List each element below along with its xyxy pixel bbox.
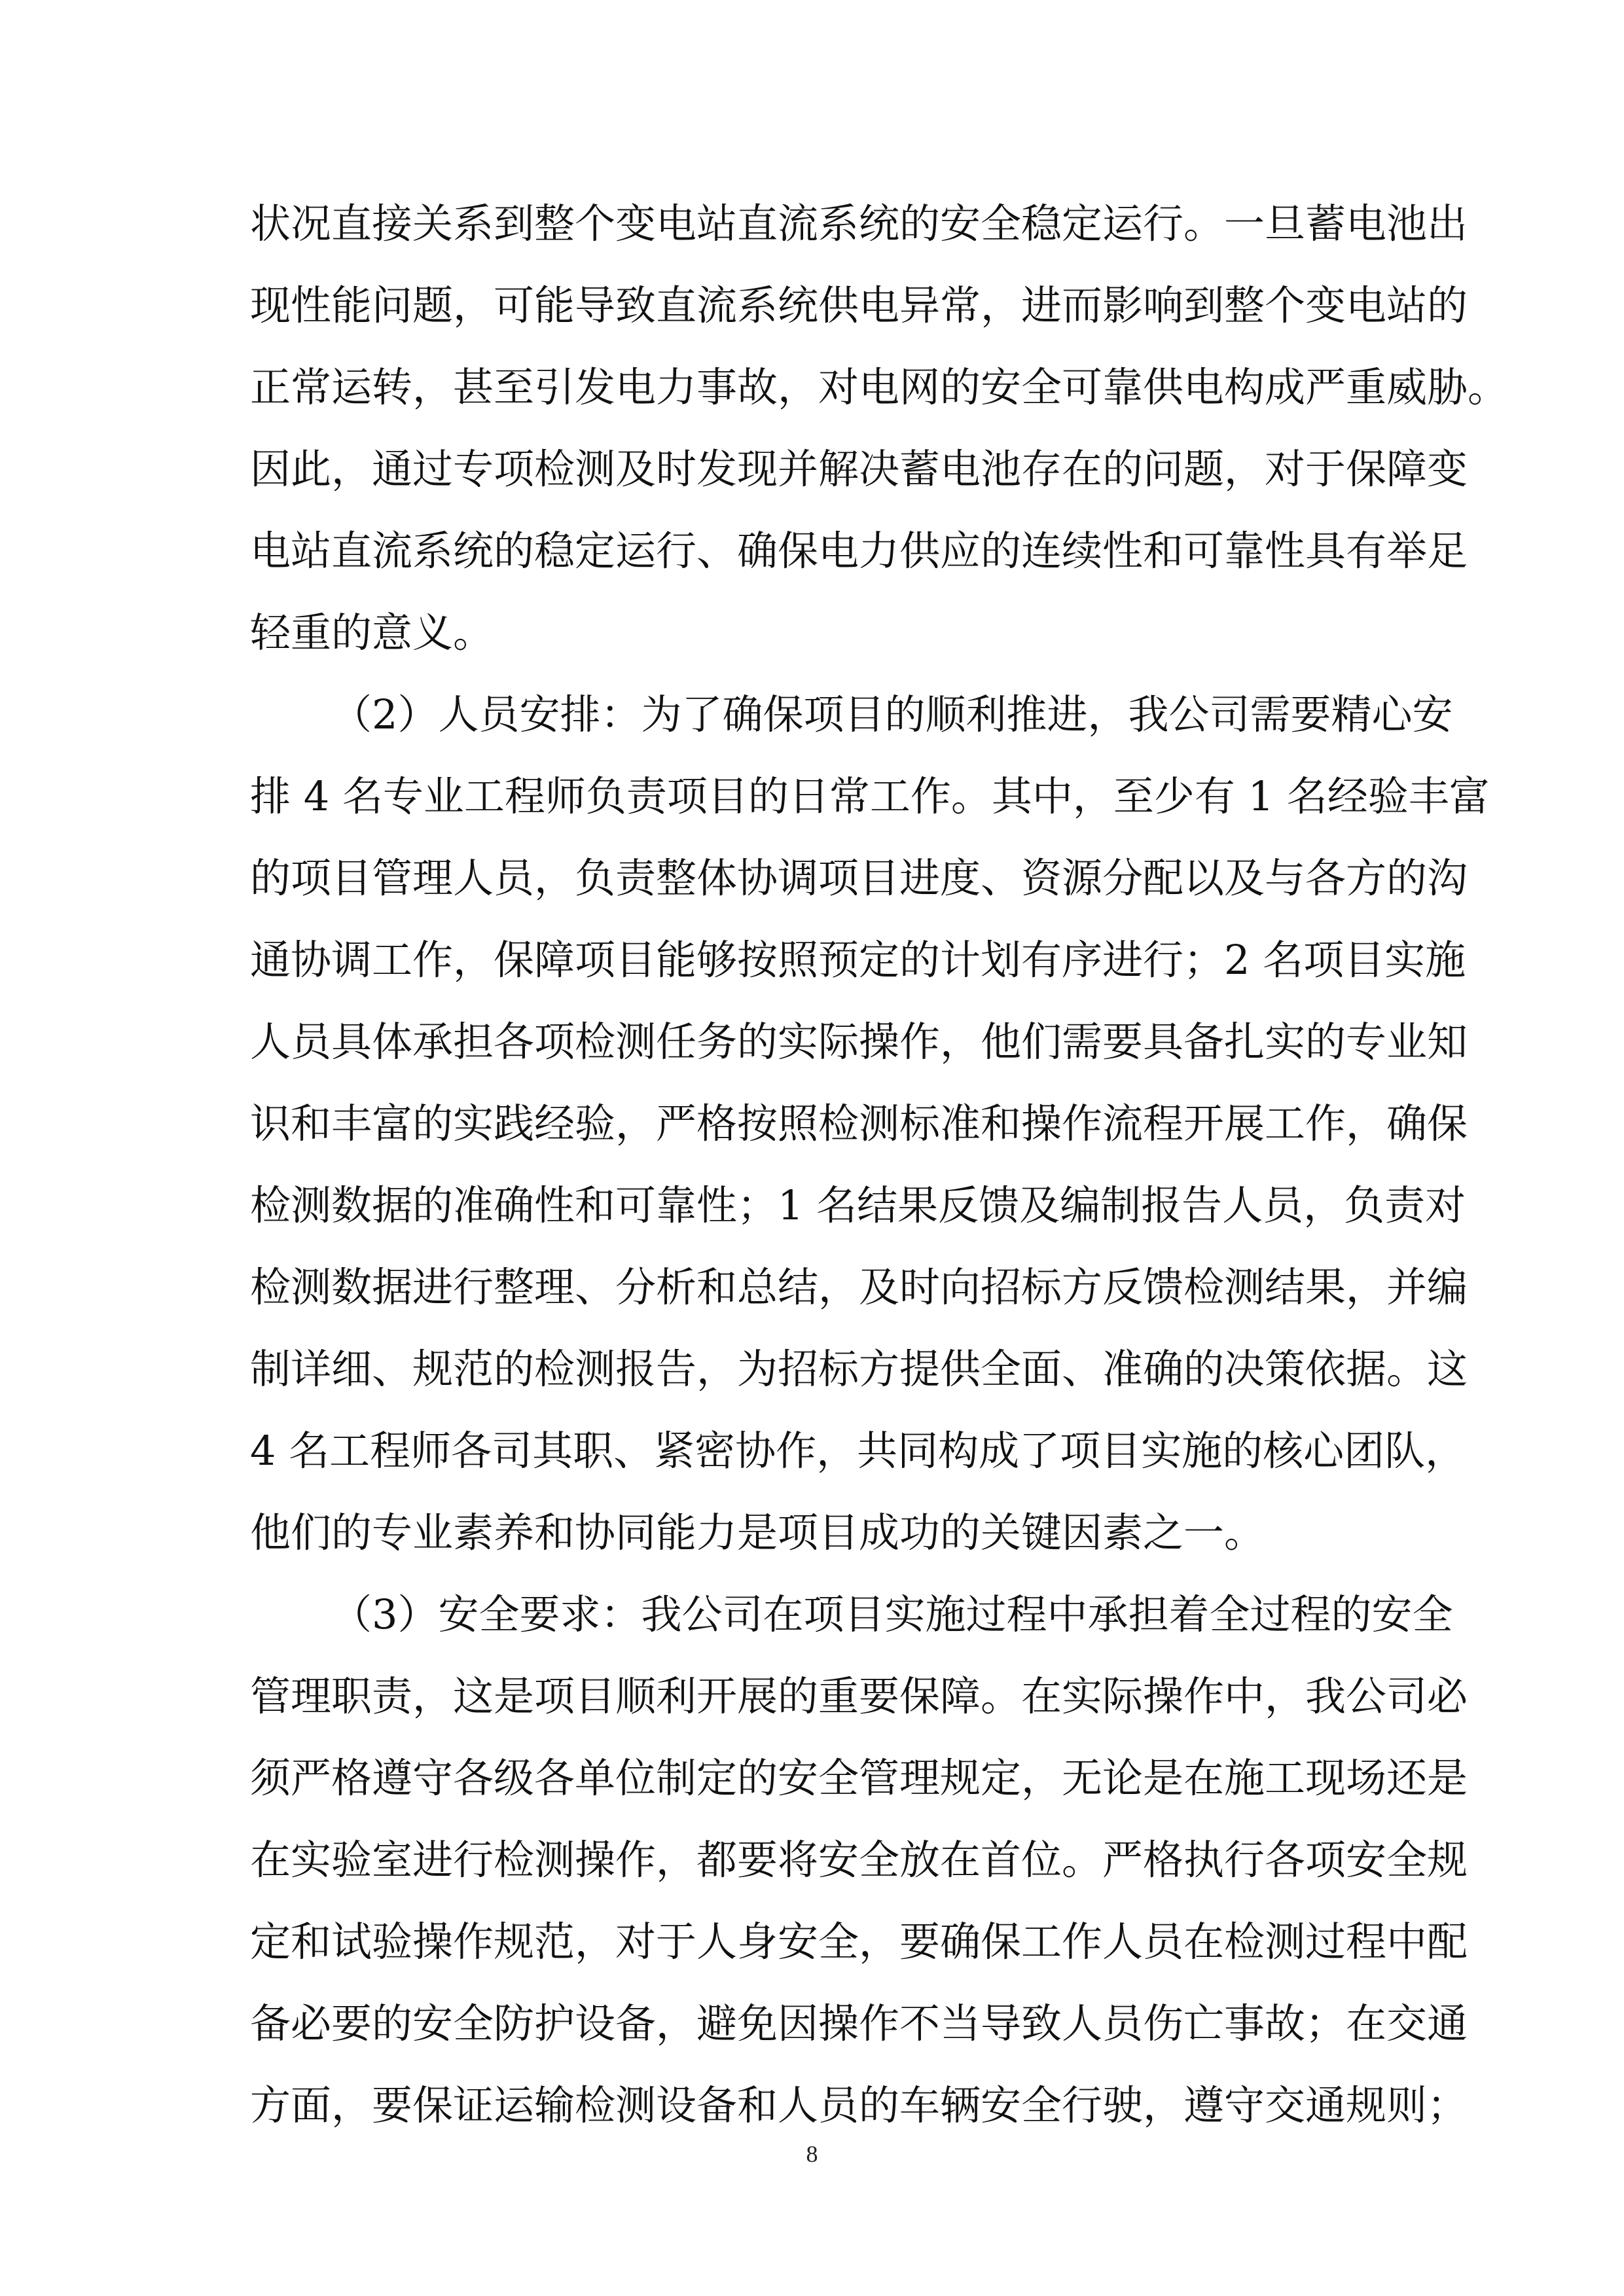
text-line: 的项目管理人员，负责整体协调项目进度、资源分配以及与各方的沟	[250, 854, 1468, 902]
text-line: 检测数据进行整理、分析和总结，及时向招标方反馈检测结果，并编	[250, 1263, 1468, 1311]
page-number: 8	[806, 2141, 818, 2167]
text-line: 轻重的意义。	[250, 609, 494, 656]
text-line: 通协调工作，保障项目能够按照预定的计划有序进行；2 名项目实施	[250, 936, 1466, 984]
text-line: 定和试验操作规范，对于人身安全，要确保工作人员在检测过程中配	[250, 1918, 1468, 1965]
text-line: 须严格遵守各级各单位制定的安全管理规定，无论是在施工现场还是	[250, 1754, 1468, 1802]
text-line: 状况直接关系到整个变电站直流系统的安全稳定运行。一旦蓄电池出	[250, 200, 1468, 247]
text-line: 识和丰富的实践经验，严格按照检测标准和操作流程开展工作，确保	[250, 1100, 1468, 1147]
text-line: 制详细、规范的检测报告，为招标方提供全面、准确的决策依据。这	[250, 1345, 1468, 1393]
text-line: 备必要的安全防护设备，避免因操作不当导致人员伤亡事故；在交通	[250, 2000, 1468, 2047]
text-line: 排 4 名专业工程师负责项目的日常工作。其中，至少有 1 名经验丰富	[250, 772, 1490, 820]
text-line: 电站直流系统的稳定运行、确保电力供应的连续性和可靠性具有举足	[250, 527, 1468, 575]
text-line: 管理职责，这是项目顺利开展的重要保障。在实际操作中，我公司必	[250, 1672, 1468, 1720]
text-line: 检测数据的准确性和可靠性；1 名结果反馈及编制报告人员，负责对	[250, 1181, 1466, 1229]
text-line: 人员具体承担各项检测任务的实际操作，他们需要具备扎实的专业知	[250, 1018, 1468, 1066]
text-line: 方面，要保证运输检测设备和人员的车辆安全行驶，遵守交通规则；	[250, 2081, 1468, 2129]
text-line: 在实验室进行检测操作，都要将安全放在首位。严格执行各项安全规	[250, 1836, 1468, 1884]
text-line: 因此，通过专项检测及时发现并解决蓄电池存在的问题，对于保障变	[250, 445, 1468, 493]
text-line: 他们的专业素养和协同能力是项目成功的关键因素之一。	[250, 1509, 1265, 1556]
paragraph-heading-staffing: （2）人员安排：为了确保项目的顺利推进，我公司需要精心安	[331, 691, 1453, 738]
paragraph-heading-safety: （3）安全要求：我公司在项目实施过程中承担着全过程的安全	[331, 1590, 1453, 1638]
text-line: 正常运转，甚至引发电力事故，对电网的安全可靠供电构成严重威胁。	[250, 363, 1509, 411]
text-line: 现性能问题，可能导致直流系统供电异常，进而影响到整个变电站的	[250, 281, 1468, 329]
text-line: 4 名工程师各司其职、紧密协作，共同构成了项目实施的核心团队，	[250, 1427, 1466, 1475]
